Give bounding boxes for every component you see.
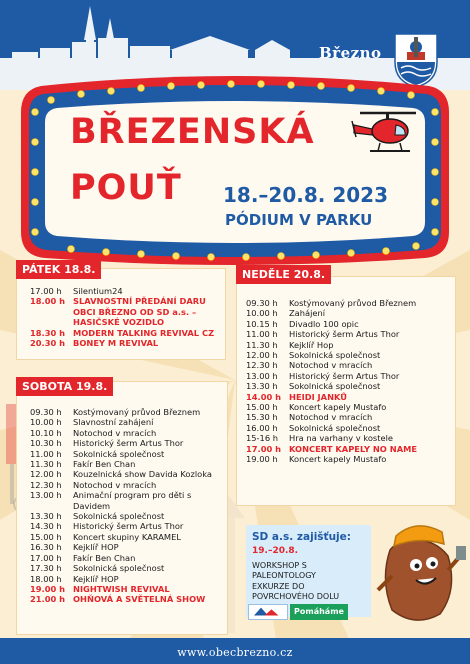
schedule-time: 13.30 h — [30, 511, 62, 522]
schedule-time: 15.30 h — [246, 412, 278, 423]
schedule-time: 15.00 h — [246, 402, 278, 413]
schedule-event: Sokolnická společnost — [289, 350, 381, 361]
schedule-time: 12.00 h — [246, 350, 278, 361]
schedule-time: 12.00 h — [30, 469, 62, 480]
schedule-row — [30, 574, 222, 584]
schedule-event: SLAVNOSTNÍ PŘEDÁNÍ DARU OBCI BŘEZNO OD SD a.s. – HASIČSKÉ VOZIDLO — [73, 296, 206, 328]
schedule-event: Koncert skupiny KARAMEL — [73, 531, 181, 542]
event-venue: PÓDIUM V PARKU — [225, 211, 373, 229]
schedule-time: 18.00 h — [30, 296, 66, 307]
schedule-time: 12.30 h — [30, 479, 62, 490]
schedule-row — [246, 350, 451, 360]
schedule-event: Sokolnická společnost — [289, 381, 381, 392]
schedule-time: 14.30 h — [30, 521, 62, 532]
schedule-event: Fakír Ben Chan — [73, 552, 136, 563]
schedule-event: Sokolnická společnost — [73, 511, 165, 522]
schedule-row — [30, 428, 222, 438]
schedule-event: HEIDI JANKŮ — [289, 391, 348, 402]
schedule-row — [30, 328, 222, 338]
mascot-rock-character — [370, 510, 468, 628]
schedule-time: 18.30 h — [30, 327, 66, 338]
saturday-schedule — [30, 407, 222, 605]
schedule-time: 17.00 h — [30, 286, 62, 296]
schedule-row — [246, 392, 451, 402]
schedule-time: 09.30 h — [246, 298, 278, 308]
schedule-event: MODERN TALKING REVIVAL CZ — [73, 327, 215, 338]
schedule-row — [30, 438, 222, 448]
schedule-event: Kostýmovaný průvod Březnem — [73, 407, 201, 417]
schedule-row — [246, 381, 451, 391]
schedule-time: 15.00 h — [30, 531, 62, 542]
pomahame-logo: Pomáháme — [290, 604, 348, 620]
schedule-row — [30, 563, 222, 573]
sd-box-date: 19.–20.8. — [252, 546, 299, 556]
schedule-row — [246, 360, 451, 370]
schedule-event: Koncert kapely Mustafo — [289, 402, 387, 413]
schedule-time: 10.00 h — [30, 417, 62, 428]
schedule-time: 17.30 h — [30, 563, 62, 574]
schedule-event: Kostýmovaný průvod Březnem — [289, 298, 417, 308]
schedule-time: 15-16 h — [246, 433, 279, 444]
schedule-row — [30, 459, 222, 469]
schedule-row — [30, 338, 222, 348]
schedule-time: 18.00 h — [30, 573, 62, 584]
poster-title-line-2: POUŤ — [70, 168, 182, 208]
schedule-row — [30, 532, 222, 542]
schedule-event: Historický šerm Artus Thor — [289, 370, 400, 381]
schedule-row — [246, 340, 451, 350]
helicopter-icon — [350, 105, 422, 163]
schedule-event: Divadlo 100 opic — [289, 318, 359, 329]
schedule-row — [30, 594, 222, 604]
schedule-event: Kejklíř HOP — [73, 573, 119, 584]
schedule-time: 09.30 h — [30, 407, 62, 417]
event-dates: 18.–20.8. 2023 — [223, 183, 388, 207]
schedule-time: 17.00 h — [246, 443, 282, 454]
schedule-time: 11.30 h — [246, 339, 278, 350]
schedule-time: 10.15 h — [246, 318, 278, 329]
website-link[interactable]: www.obecbrezno.cz — [177, 646, 293, 659]
saturday-label: SOBOTA 19.8. — [16, 377, 113, 396]
schedule-row — [246, 308, 451, 318]
schedule-event: Sokolnická společnost — [289, 422, 381, 433]
schedule-event: Fakír Ben Chan — [73, 459, 136, 470]
schedule-event: Kejklíř Hop — [289, 339, 334, 350]
schedule-row — [246, 412, 451, 422]
friday-schedule — [30, 286, 222, 348]
schedule-time: 19.00 h — [246, 454, 278, 465]
schedule-row — [246, 329, 451, 339]
sponsor-logos — [248, 604, 370, 620]
schedule-event: Hra na varhany v kostele — [289, 433, 393, 444]
schedule-row — [30, 511, 222, 521]
schedule-time: 19.00 h — [30, 583, 66, 594]
friday-label: PÁTEK 18.8. — [16, 260, 101, 279]
schedule-row — [246, 371, 451, 381]
schedule-row — [30, 407, 222, 417]
schedule-time: 13.00 h — [246, 370, 278, 381]
schedule-row — [30, 449, 222, 459]
sunday-schedule — [246, 298, 451, 465]
schedule-time: 11.00 h — [30, 448, 62, 459]
schedule-row — [30, 584, 222, 594]
schedule-event: Notochod v mracích — [73, 427, 157, 438]
schedule-row — [30, 286, 222, 296]
town-name: Březno — [319, 44, 382, 62]
schedule-time: 11.30 h — [30, 459, 62, 470]
schedule-event: Notochod v mracích — [289, 412, 373, 423]
schedule-event: Sokolnická společnost — [73, 448, 165, 459]
schedule-event: Historický šerm Artus Thor — [73, 438, 184, 449]
schedule-time: 10.30 h — [30, 438, 62, 449]
schedule-row — [246, 444, 451, 454]
schedule-event: Historický šerm Artus Thor — [73, 521, 184, 532]
schedule-time: 16.30 h — [30, 542, 62, 553]
sunday-label: NEDĚLE 20.8. — [236, 265, 331, 284]
schedule-row — [30, 296, 222, 327]
schedule-time: 12.30 h — [246, 360, 278, 371]
schedule-event: Koncert kapely Mustafo — [289, 454, 387, 465]
schedule-row — [30, 480, 222, 490]
sd-box-workshop: WORKSHOP S PALEONTOLOGY — [252, 561, 316, 580]
schedule-row — [246, 319, 451, 329]
schedule-row — [246, 298, 451, 308]
schedule-event: Notochod v mracích — [73, 479, 157, 490]
schedule-row — [30, 553, 222, 563]
schedule-event: Zahájení — [289, 308, 326, 319]
schedule-time: 14.00 h — [246, 391, 282, 402]
schedule-time: 13.00 h — [30, 490, 62, 501]
sd-logo-icon — [248, 604, 288, 620]
sd-box-excursion: EXKURZE DO POVRCHOVÉHO DOLU — [252, 582, 340, 601]
schedule-event: Notochod v mracích — [289, 360, 373, 371]
schedule-event: Sokolnická společnost — [73, 563, 165, 574]
schedule-time: 11.00 h — [246, 329, 278, 340]
schedule-row — [30, 521, 222, 531]
sd-box-title: SD a.s. zajišťuje: — [252, 531, 351, 543]
schedule-row — [246, 433, 451, 443]
schedule-row — [30, 417, 222, 427]
schedule-event: KONCERT KAPELY NO NAME — [289, 443, 418, 454]
schedule-row — [246, 423, 451, 433]
schedule-event: Historický šerm Artus Thor — [289, 329, 400, 340]
schedule-time: 21.00 h — [30, 594, 66, 605]
schedule-row — [30, 542, 222, 552]
schedule-row — [30, 469, 222, 479]
schedule-event: OHŇOVÁ A SVĚTELNÁ SHOW — [73, 594, 206, 605]
schedule-time: 10.10 h — [30, 427, 62, 438]
schedule-time: 17.00 h — [30, 552, 62, 563]
schedule-row — [246, 454, 451, 464]
schedule-event: Silentium24 — [73, 286, 123, 296]
schedule-time: 13.30 h — [246, 381, 278, 392]
schedule-row — [30, 490, 222, 511]
schedule-time: 16.00 h — [246, 422, 278, 433]
schedule-event: Slavnostní zahájení — [73, 417, 154, 428]
schedule-event: Kejklíř HOP — [73, 542, 119, 553]
schedule-time: 10.00 h — [246, 308, 278, 319]
poster-title-line-1: BŘEZENSKÁ — [70, 112, 315, 152]
schedule-time: 20.30 h — [30, 338, 66, 349]
schedule-event: Kouzelnická show Davida Kozloka — [73, 469, 212, 480]
schedule-event: BONEY M REVIVAL — [73, 338, 159, 349]
schedule-event: NIGHTWISH REVIVAL — [73, 583, 170, 594]
schedule-row — [246, 402, 451, 412]
schedule-event: Animační program pro děti s Davidem — [73, 490, 192, 511]
